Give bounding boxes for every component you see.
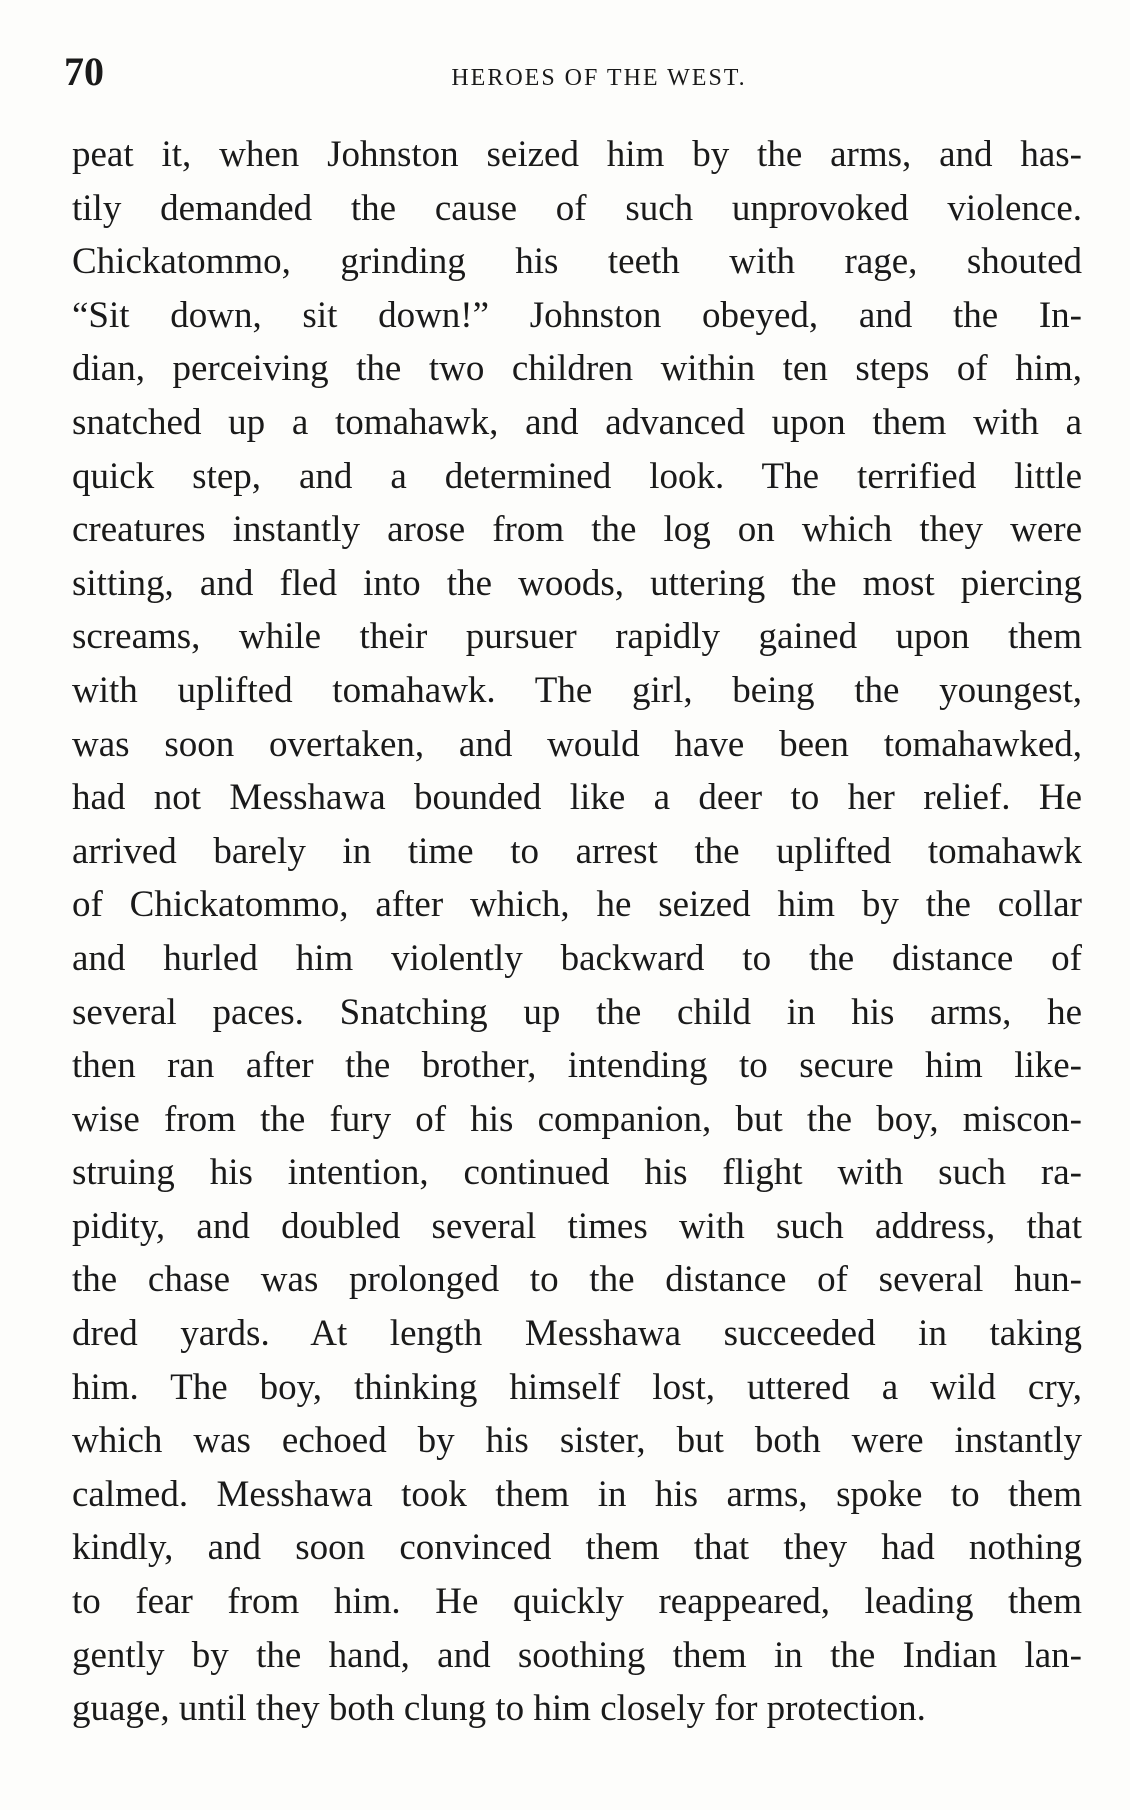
text-line: “Sit down, sit down!” Johnston obeyed, and the In-: [72, 294, 1082, 336]
text-line: snatched up a tomahawk, and advanced upon them with a: [72, 401, 1082, 443]
text-line: with uplifted tomahawk. The girl, being the youngest,: [72, 669, 1082, 711]
text-line: several paces. Snatching up the child in his arms, he: [72, 991, 1082, 1033]
text-line: calmed. Messhawa took them in his arms, spoke to them: [72, 1473, 1082, 1515]
text-line: wise from the fury of his companion, but the boy, miscon-: [72, 1098, 1082, 1140]
text-line: had not Messhawa bounded like a deer to her relief. He: [72, 777, 1082, 819]
text-line: which was echoed by his sister, but both were instantly: [72, 1420, 1082, 1462]
text-line: then ran after the brother, intending to secure him like-: [72, 1045, 1082, 1087]
text-line: pidity, and doubled several times with such address, that: [72, 1205, 1082, 1247]
text-line: struing his intention, continued his flight with such ra-: [72, 1152, 1082, 1194]
body-text: [72, 128, 1082, 1736]
text-line: arrived barely in time to arrest the uplifted tomahawk: [72, 830, 1082, 872]
text-line: was soon overtaken, and would have been tomahawked,: [72, 723, 1082, 765]
text-line: to fear from him. He quickly reappeared, leading them: [72, 1581, 1082, 1623]
page-header: [64, 42, 1074, 102]
text-line: the chase was prolonged to the distance of several hun-: [72, 1259, 1082, 1301]
text-line: tily demanded the cause of such unprovoked violence.: [72, 187, 1082, 229]
text-line: peat it, when Johnston seized him by the arms, and has-: [72, 134, 1082, 175]
text-line: dred yards. At length Messhawa succeeded in taking: [72, 1313, 1082, 1355]
page-number: 70: [64, 49, 104, 94]
running-title: HEROES OF THE WEST.: [451, 65, 747, 91]
text-line: gently by the hand, and soothing them in the Indian lan-: [72, 1634, 1082, 1676]
text-line: Chickatommo, grinding his teeth with rage, shouted: [72, 241, 1082, 283]
text-line: creatures instantly arose from the log on which they were: [72, 509, 1082, 551]
text-line: quick step, and a determined look. The terrified little: [72, 455, 1082, 497]
text-line: him. The boy, thinking himself lost, uttered a wild cry,: [72, 1366, 1082, 1408]
text-line: dian, perceiving the two children within ten steps of him,: [72, 348, 1082, 390]
text-line: and hurled him violently backward to the distance of: [72, 937, 1082, 979]
text-line: screams, while their pursuer rapidly gained upon them: [72, 616, 1082, 658]
text-line: of Chickatommo, after which, he seized him by the collar: [72, 884, 1082, 926]
text-line: kindly, and soon convinced them that they had nothing: [72, 1527, 1082, 1569]
text-line: sitting, and fled into the woods, uttering the most piercing: [72, 562, 1082, 604]
text-line: guage, until they both clung to him closely for protection.: [72, 1688, 926, 1730]
